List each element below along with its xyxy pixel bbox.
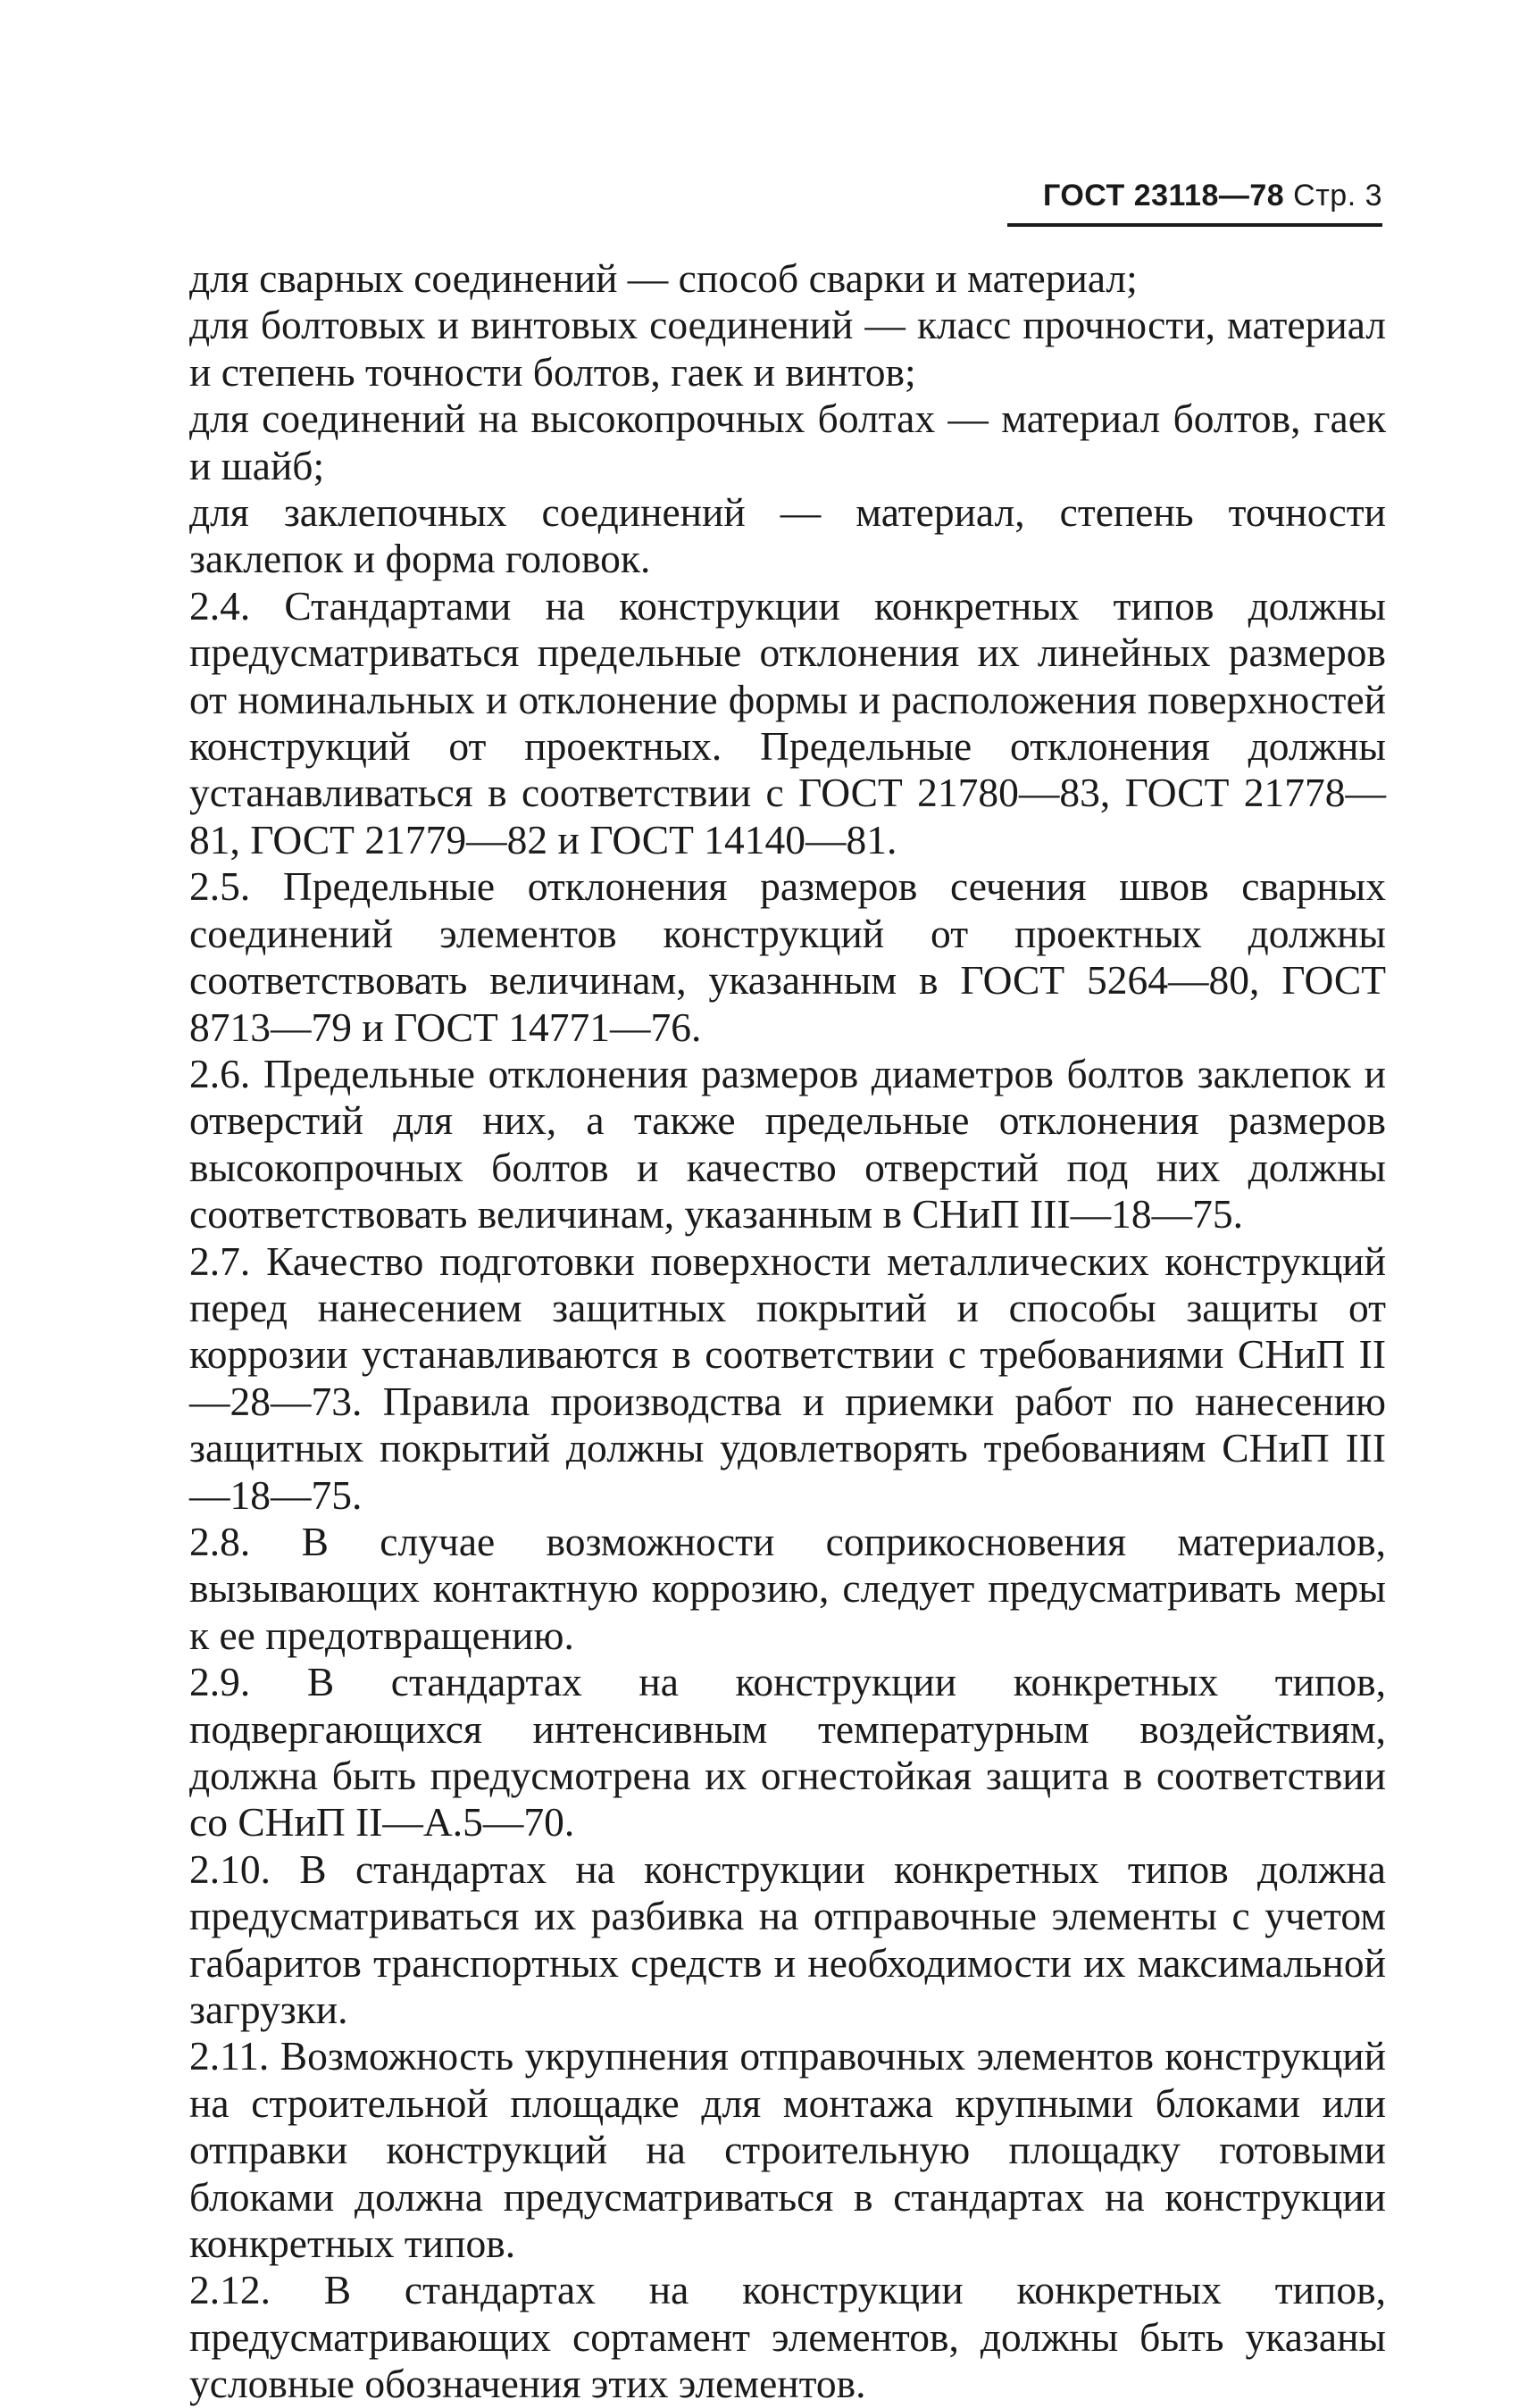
paragraph-2-8: 2.8. В случае возможности соприкосновения материалов, вызывающих контактную коррозию, следует предусматривать меры к ее предотвращению. [189,1518,1386,1658]
paragraph-bolted: для болтовых и винтовых соединений — класс прочности, материал и степень точности болтов, гаек и винтов; [189,302,1386,395]
paragraph-2-7: 2.7. Качество подготовки поверхности металлических конструкций перед нанесением защитных покрытий и способы защиты от коррозии устанавливаются в соответствии с требованиями СНиП II—28—73. Правила производства и приемки работ по нанесению защитных покрытий должны удовлетворять требованиям СНиП III—18—75. [189,1237,1386,1518]
standard-number: ГОСТ 23118—78 [1043,179,1285,212]
paragraph-2-5: 2.5. Предельные отклонения размеров сечения швов сварных соединений элементов конструкций от проектных должны соответствовать величинам, указанным в ГОСТ 5264—80, ГОСТ 8713—79 и ГОСТ 14771—76. [189,863,1386,1050]
paragraph-2-4: 2.4. Стандартами на конструкции конкретных типов должны предусматриваться предельные отклонения их линейных размеров от номинальных и отклонение формы и расположения поверхностей конструкций от проектных. Предельные отклонения должны устанавливаться в соответствии с ГОСТ 21780—83, ГОСТ 21778—81, ГОСТ 21779—82 и ГОСТ 14140—81. [189,582,1386,862]
paragraph-riveted: для заклепочных соединений — материал, степень точности заклепок и форма головок. [189,489,1386,582]
paragraph-welded: для сварных соединений — способ сварки и материал; [189,255,1138,301]
running-header [1007,179,1382,213]
paragraph-2-11: 2.11. Возможность укрупнения отправочных элементов конструкций на строительной площадке для монтажа крупными блоками или отправки конструкций на строительную площадку готовыми блоками должна предусматриваться в стандартах на конструкции конкретных типов. [189,2033,1386,2267]
paragraph-2-6: 2.6. Предельные отклонения размеров диаметров болтов заклепок и отверстий для них, а также предельные отклонения размеров высокопрочных болтов и качество отверстий под них должны соответствовать величинам, указанным в СНиП III—18—75. [189,1050,1386,1237]
header-rule [1007,223,1382,227]
paragraph-2-9: 2.9. В стандартах на конструкции конкретных типов, подвергающихся интенсивным температурным воздействиям, должна быть предусмотрена их огнестойкая защита в соответствии со СНиП II—А.5—70. [189,1659,1386,1846]
paragraph-2-10: 2.10. В стандартах на конструкции конкретных типов должна предусматриваться их разбивка на отправочные элементы с учетом габаритов транспортных средств и необходимости их максимальной загрузки. [189,1846,1386,2033]
paragraph-high-strength: для соединений на высокопрочных болтах — материал болтов, гаек и шайб; [189,396,1386,488]
paragraph-2-12: 2.12. В стандартах на конструкции конкретных типов, предусматривающих сортамент элементов, должны быть указаны условные обозначения этих элементов. [189,2267,1386,2407]
page-number: Стр. 3 [1293,179,1382,212]
body-text [189,255,1386,2408]
